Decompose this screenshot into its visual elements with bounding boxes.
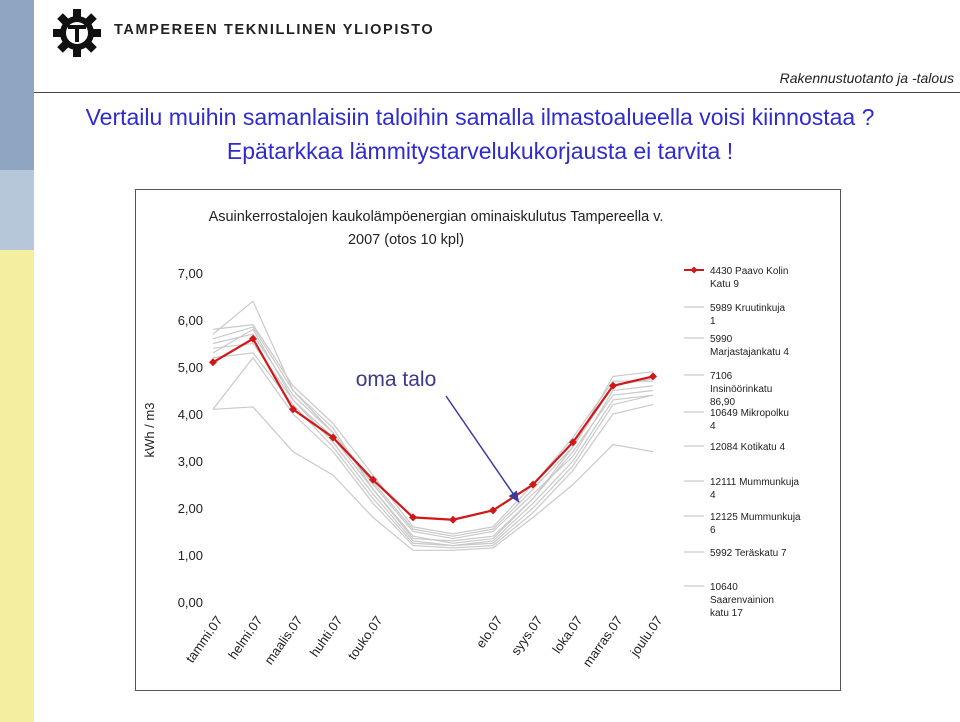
legend-label: 12125 Mummunkuja 6 <box>710 512 801 536</box>
x-tick-label: maalis.07 <box>261 613 306 668</box>
x-tick-label: helmi.07 <box>224 613 266 662</box>
university-name: TAMPEREEN TEKNILLINEN YLIOPISTO <box>114 22 435 38</box>
chart-frame <box>135 189 841 691</box>
headline-line-1: Vertailu muihin samanlaisiin taloihin samalla ilmastoalueella voisi kiinnostaa ? <box>85 104 875 130</box>
annotation-arrowhead <box>509 490 519 502</box>
legend-label: 10640 Saarenvainion katu 17 <box>710 582 774 619</box>
x-tick-label: huhti.07 <box>306 613 346 660</box>
header-divider <box>34 92 960 93</box>
y-tick-label: 6,00 <box>177 313 203 328</box>
x-tick-label: elo.07 <box>472 613 506 651</box>
x-tick-label: syys.07 <box>507 613 546 658</box>
y-axis-label: kWh / m3 <box>142 402 157 458</box>
chart-title-line-1: Asuinkerrostalojen kaukolämpöenergian ominaiskulutus Tampereella v. <box>208 209 664 225</box>
legend-label: 7106 Insinöörinkatu 86,90 <box>710 371 773 408</box>
y-tick-label: 2,00 <box>177 501 203 516</box>
y-tick-label: 7,00 <box>177 266 203 281</box>
legend-label: 12084 Kotikatu 4 <box>710 442 786 453</box>
legend-label: 12111 Mummunkuja 4 <box>710 477 800 501</box>
legend-marker <box>691 267 698 274</box>
series-line-highlight <box>213 339 653 520</box>
headline-line-2: Epätarkkaa lämmitystarvelukukorjausta ei tarvita ! <box>226 138 734 164</box>
series-point <box>449 516 457 524</box>
legend-label: 5992 Teräskatu 7 <box>710 548 787 559</box>
series-line <box>213 325 653 534</box>
y-tick-label: 1,00 <box>177 548 203 563</box>
y-tick-label: 5,00 <box>177 360 203 375</box>
series-line <box>213 407 653 550</box>
y-tick-label: 4,00 <box>177 407 203 422</box>
side-stripe-mid <box>0 170 34 250</box>
y-tick-label: 0,00 <box>177 595 203 610</box>
line-chart <box>136 190 840 690</box>
legend-label: 4430 Paavo Kolin Katu 9 <box>710 266 789 290</box>
chart-title-line-2: 2007 (otos 10 kpl) <box>347 232 465 248</box>
x-tick-label: loka.07 <box>549 613 586 657</box>
legend-label: 5989 Kruutinkuja 1 <box>710 303 786 327</box>
x-tick-label: marras.07 <box>579 613 626 670</box>
x-tick-label: joulu.07 <box>627 613 666 660</box>
x-tick-label: tammi.07 <box>182 613 226 666</box>
annotation-oma-talo: oma talo <box>355 368 437 391</box>
legend-label: 10649 Mikropolku 4 <box>710 408 789 432</box>
department-name: Rakennustuotanto ja -talous <box>779 70 954 86</box>
gear-logo-icon <box>52 8 102 58</box>
x-tick-label: touko.07 <box>344 613 386 663</box>
annotation-arrow <box>446 396 519 502</box>
y-tick-label: 3,00 <box>177 454 203 469</box>
legend-label: 5990 Marjastajankatu 4 <box>710 334 789 358</box>
side-stripe-bottom <box>0 250 34 722</box>
